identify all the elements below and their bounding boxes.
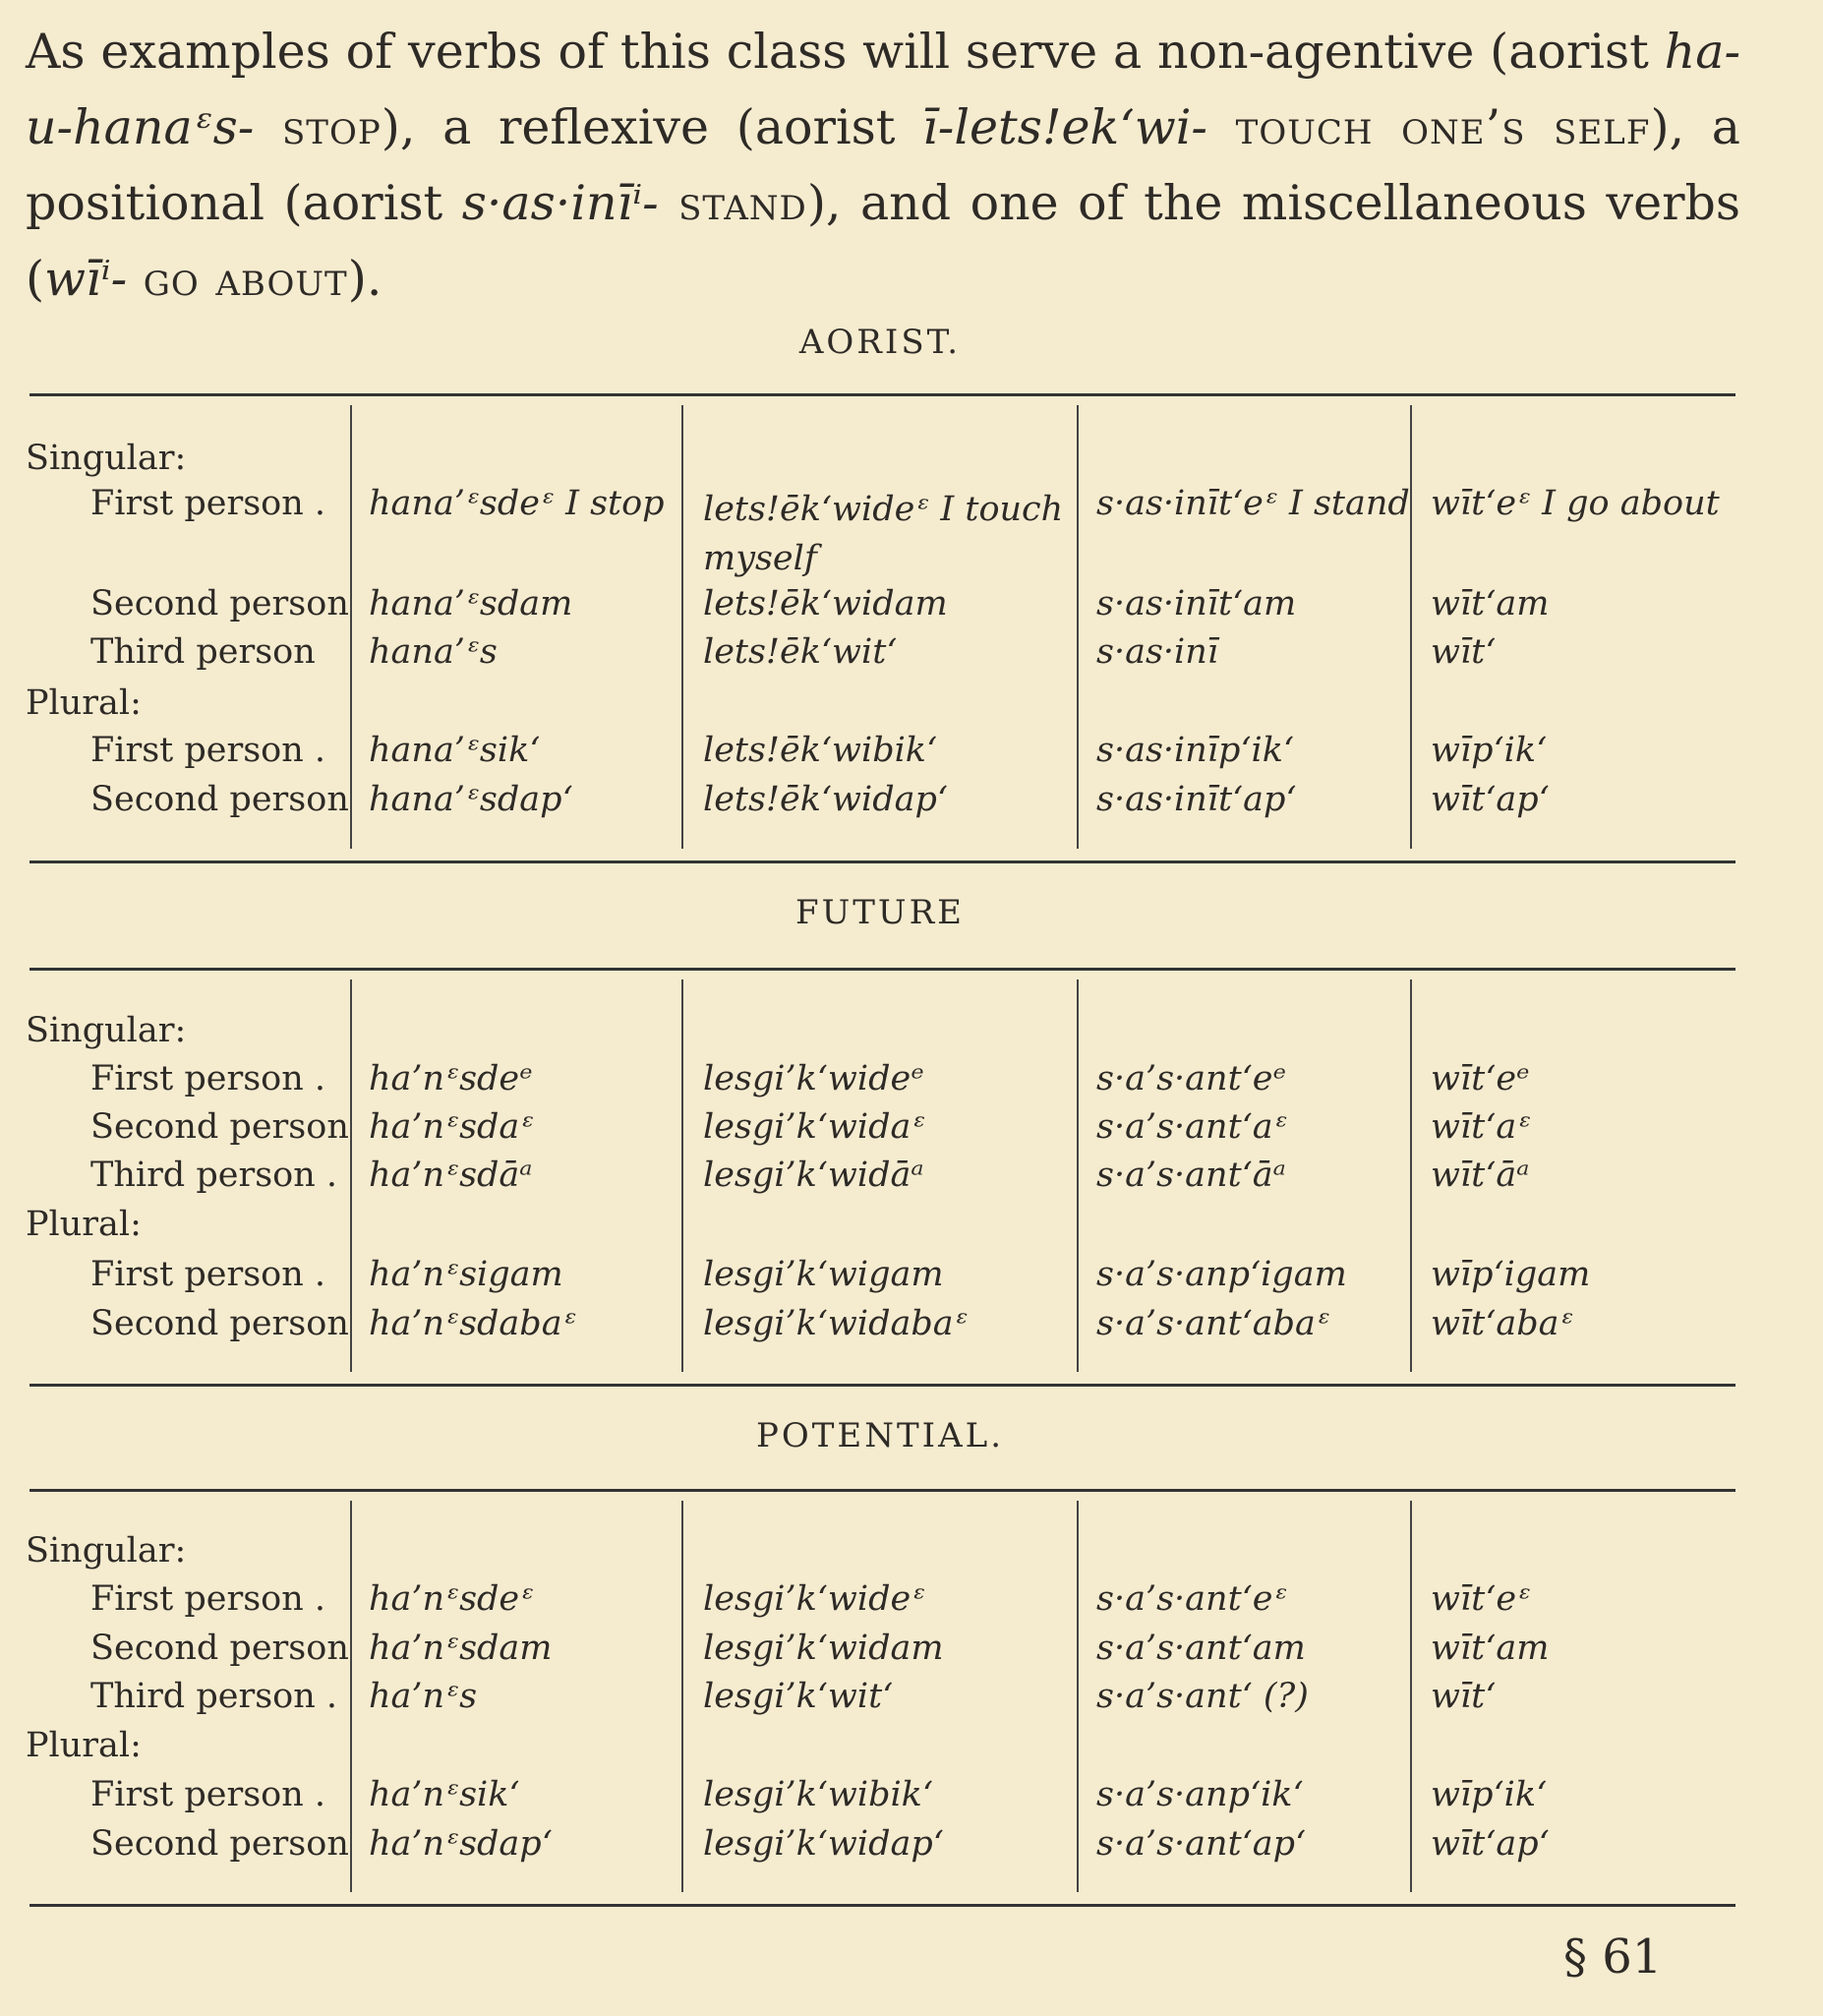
verb-form: hana’ᵋs — [369, 632, 498, 672]
verb-form: ha’nᵋsdabaᵋ — [369, 1304, 577, 1343]
verb-form: wītʻ — [1431, 632, 1497, 672]
column-divider — [350, 1501, 352, 1892]
row-label: Plural: — [26, 1205, 142, 1244]
row-label: First person . — [90, 484, 326, 523]
verb-form: ha’nᵋsigam — [369, 1255, 563, 1294]
table-rule — [29, 860, 1735, 863]
row-label: Second person — [90, 1107, 349, 1147]
verb-form: hana’ᵋsikʻ — [369, 731, 541, 770]
verb-form: s·as·inītʻeᵋ I stand — [1096, 484, 1410, 523]
verb-form: hana’ᵋsdam — [369, 584, 573, 623]
verb-form: lesgi’kʻwidabaᵋ — [703, 1304, 969, 1343]
intro-segment: ī-lets!ekʻwi- — [922, 99, 1207, 155]
verb-form: lesgi’kʻwidam — [703, 1629, 944, 1668]
verb-form: s·a’s·antʻeᵋ — [1096, 1579, 1288, 1619]
verb-form: s·a’s·antʻāᵃ — [1096, 1156, 1286, 1195]
section-title: POTENTIAL. — [755, 1416, 1005, 1455]
row-label: First person . — [90, 1255, 326, 1294]
column-divider — [681, 979, 683, 1372]
verb-form: lets!ēkʻwibikʻ — [703, 731, 938, 770]
verb-form: ha’nᵋsdāᵃ — [369, 1156, 533, 1195]
verb-form: wītʻabaᵋ — [1431, 1304, 1574, 1343]
verb-form: wītʻeᵋ — [1431, 1579, 1532, 1619]
intro-segment: ), a positional (aorist — [26, 99, 1741, 231]
intro-segment: ), a reflexive (aorist — [381, 99, 923, 155]
row-label: Third person . — [90, 1677, 338, 1716]
verb-form: wītʻapʻ — [1431, 1824, 1550, 1864]
verb-form: wītʻam — [1431, 584, 1550, 623]
verb-form: wītʻeᵋ I go about — [1431, 484, 1720, 523]
row-label: Singular: — [26, 1011, 187, 1050]
intro-segment: As examples of verbs of this class will serve a non-agentive (aorist — [26, 24, 1665, 80]
verb-form: lets!ēkʻwidapʻ — [703, 780, 948, 819]
row-label: Singular: — [26, 439, 187, 478]
verb-form: lesgi’kʻwidaᵋ — [703, 1107, 926, 1147]
row-label: Second person — [90, 1629, 349, 1668]
column-divider — [681, 405, 683, 849]
intro-segment: ). — [347, 251, 382, 307]
section-title: AORIST. — [798, 323, 962, 362]
verb-form: lesgi’kʻwitʻ — [703, 1677, 894, 1716]
verb-form: s·a’s·antʻabaᵋ — [1096, 1304, 1330, 1343]
verb-form: s·as·inītʻapʻ — [1096, 780, 1297, 819]
row-label: First person . — [90, 1059, 326, 1098]
column-divider — [681, 1501, 683, 1892]
verb-form: lesgi’kʻwidapʻ — [703, 1824, 944, 1864]
page-number: § 61 — [1563, 1929, 1663, 1985]
intro-segment: stop — [254, 99, 382, 155]
intro-paragraph — [26, 14, 1740, 317]
table-rule — [29, 968, 1735, 971]
verb-form: wītʻeᵉ — [1431, 1059, 1530, 1098]
verb-form: s·a’s·antʻ (?) — [1096, 1677, 1309, 1716]
verb-form: wītʻ — [1431, 1677, 1497, 1716]
intro-segment: ha-u-hanaᵋs- — [26, 24, 1740, 155]
verb-form: wīpʻigam — [1431, 1255, 1591, 1294]
verb-form: ha’nᵋsdaᵋ — [369, 1107, 535, 1147]
column-divider — [1410, 979, 1412, 1372]
column-divider — [1410, 405, 1412, 849]
row-label: Third person . — [90, 1156, 338, 1195]
column-divider — [1077, 405, 1079, 849]
table-rule — [29, 393, 1735, 396]
row-label: Second person — [90, 780, 349, 819]
verb-form: s·as·inī — [1096, 632, 1218, 672]
verb-form: s·a’s·anpʻigam — [1096, 1255, 1347, 1294]
intro-segment: s·as·inīⁱ- — [461, 175, 659, 231]
row-label: Singular: — [26, 1531, 187, 1571]
intro-segment: wīⁱ- — [44, 251, 128, 307]
table-rule — [29, 1904, 1735, 1907]
verb-form: wīpʻikʻ — [1431, 731, 1548, 770]
verb-form: lesgi’kʻwideᵉ — [703, 1059, 924, 1098]
intro-segment: touch one’s self — [1207, 99, 1651, 155]
row-label: Plural: — [26, 683, 142, 723]
column-divider — [1077, 979, 1079, 1372]
column-divider — [350, 979, 352, 1372]
verb-form: lesgi’kʻwibikʻ — [703, 1775, 934, 1814]
verb-form: s·as·inītʻam — [1096, 584, 1297, 623]
verb-form: ha’nᵋs — [369, 1677, 478, 1716]
verb-form: lesgi’kʻwigam — [703, 1255, 944, 1294]
verb-form: ha’nᵋsdeᵋ — [369, 1579, 535, 1619]
verb-form: hana’ᵋsdeᵋ I stop — [369, 484, 665, 523]
column-divider — [1410, 1501, 1412, 1892]
intro-segment: stand — [658, 175, 807, 231]
verb-form: ha’nᵋsdam — [369, 1629, 553, 1668]
verb-form: s·a’s·anpʻikʻ — [1096, 1775, 1304, 1814]
verb-form: s·a’s·antʻeᵉ — [1096, 1059, 1287, 1098]
verb-form: s·a’s·antʻapʻ — [1096, 1824, 1307, 1864]
verb-form: lesgi’kʻwideᵋ — [703, 1579, 926, 1619]
row-label: Second person — [90, 1824, 349, 1864]
row-label: First person . — [90, 1579, 326, 1619]
row-label: Plural: — [26, 1726, 142, 1765]
section-title: FUTURE — [795, 893, 965, 932]
verb-form: lets!ēkʻwitʻ — [703, 632, 898, 672]
verb-form: wītʻāᵃ — [1431, 1156, 1530, 1195]
verb-form: lesgi’kʻwidāᵃ — [703, 1156, 924, 1195]
verb-form: ha’nᵋsikʻ — [369, 1775, 520, 1814]
row-label: Second person — [90, 584, 349, 623]
intro-segment: go about — [127, 251, 348, 307]
column-divider — [350, 405, 352, 849]
verb-form: s·a’s·antʻaᵋ — [1096, 1107, 1288, 1147]
verb-form: ha’nᵋsdapʻ — [369, 1824, 553, 1864]
verb-form: ha’nᵋsdeᵉ — [369, 1059, 533, 1098]
verb-form: s·a’s·antʻam — [1096, 1629, 1306, 1668]
verb-form: lets!ēkʻwidam — [703, 584, 948, 623]
verb-form: wītʻam — [1431, 1629, 1550, 1668]
verb-form: wītʻaᵋ — [1431, 1107, 1532, 1147]
row-label: Second person — [90, 1304, 349, 1343]
verb-form: s·as·inīpʻikʻ — [1096, 731, 1295, 770]
column-divider — [1077, 1501, 1079, 1892]
verb-form: lets!ēkʻwideᵋ I touch myself — [703, 490, 1064, 578]
verb-form: wīpʻikʻ — [1431, 1775, 1548, 1814]
table-rule — [29, 1489, 1735, 1492]
intro-segment: ), and one of the miscellaneous verbs ( — [26, 175, 1741, 307]
table-rule — [29, 1384, 1735, 1387]
row-label: First person . — [90, 1775, 326, 1814]
verb-form: wītʻapʻ — [1431, 780, 1550, 819]
verb-form: hana’ᵋsdapʻ — [369, 780, 573, 819]
row-label: First person . — [90, 731, 326, 770]
row-label: Third person — [90, 632, 316, 672]
